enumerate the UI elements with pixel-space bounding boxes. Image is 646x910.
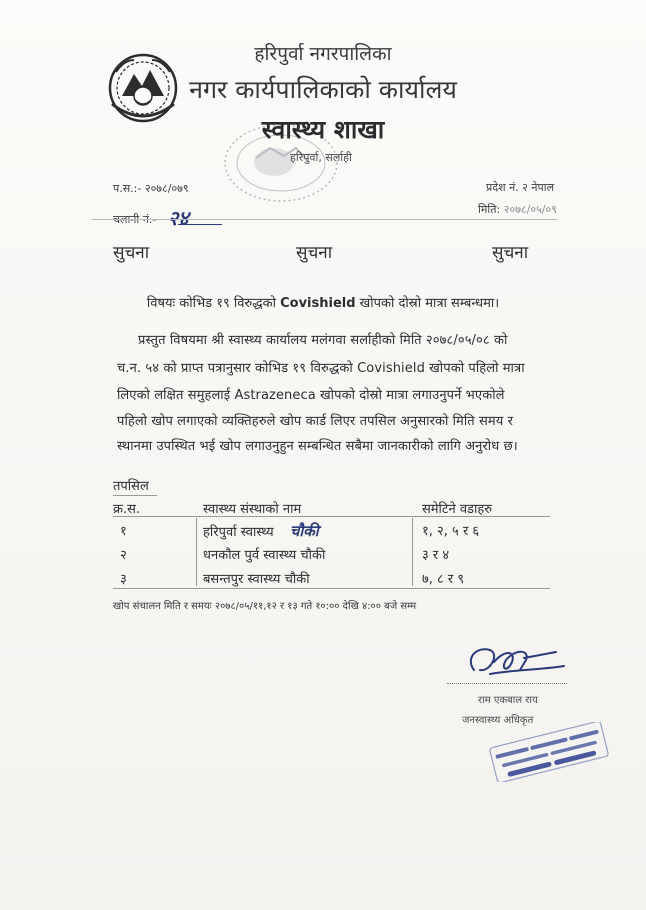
row-1-serial: १ xyxy=(120,524,127,539)
row-1-facility-name: हरिपुर्वा स्वास्थ्य xyxy=(203,525,274,540)
notice-left: सुचना xyxy=(113,243,150,263)
office-location: हरिपुर्वा, सर्लाही xyxy=(290,151,352,164)
subject-vaccine: Covishield xyxy=(280,296,356,311)
reference-number xyxy=(113,181,189,196)
body-line-5: स्थानमा उपस्थित भई खोप लगाउनुहुन सम्बन्धित सबैमा जानकारीको लागि अनुरोध छ। xyxy=(117,439,518,454)
header-facility: स्वास्थ्य संस्थाको नाम xyxy=(203,502,302,517)
signatory-stamp-icon xyxy=(484,722,614,782)
body-line-2: च.न. ५४ को प्राप्त पत्रानुसार कोभिड १९ विरुद्धको Covishield खोपको पहिलो मात्रा xyxy=(117,361,525,376)
date-label: मिति: xyxy=(478,203,501,216)
reference-label: प.स.:- xyxy=(113,182,142,195)
row-3-facility: बसन्तपुर स्वास्थ्य चौकी xyxy=(203,572,310,587)
letter-date xyxy=(478,202,557,217)
body-line-3: लिएको लक्षित समुहलाई Astrazeneca खोपको दोस्रो मात्रा लगाउनुपर्ने भएकोले xyxy=(117,388,505,403)
row-3-serial: ३ xyxy=(120,572,127,587)
dispatch-underline xyxy=(178,224,222,225)
province-label: प्रदेश नं. २ नेपाल xyxy=(486,181,555,194)
notice-center: सुचना xyxy=(296,243,333,263)
notice-right: सुचना xyxy=(492,243,529,263)
body-line-1: प्रस्तुत विषयमा श्री स्वास्थ्य कार्यालय मलंगवा सर्लाहीको मिति २०७८/०५/०८ को xyxy=(138,333,508,348)
office-name: नगर कार्यपालिकाको कार्यालय xyxy=(189,75,457,104)
header-divider xyxy=(92,219,558,220)
branch-title: स्वास्थ्य शाखा xyxy=(261,115,385,144)
table-header-rule xyxy=(113,516,550,517)
row-3-wards: ७, ८ र ९ xyxy=(422,572,465,587)
header-wards: समेटिने वडाहरु xyxy=(422,502,493,517)
table-column-rule-2 xyxy=(412,518,413,586)
subject-line xyxy=(0,293,646,311)
row-2-facility: धनकौल पुर्व स्वास्थ्य चौकी xyxy=(203,548,326,563)
caption-underline xyxy=(113,495,157,496)
subject-suffix: खोपको दोस्रो मात्रा सम्बन्धमा। xyxy=(355,296,500,311)
signatory-title: जनस्वास्थ्य अधिकृत xyxy=(462,715,534,726)
table-column-rule-1 xyxy=(196,518,197,586)
table-caption: तपसिल xyxy=(113,479,149,494)
body-line-4: पहिलो खोप लगाएको व्यक्तिहरुले खोप कार्ड लिएर तपसिल अनुसारको मिति समय र xyxy=(117,414,514,429)
row-1-wards: १, २, ५ र ६ xyxy=(422,524,480,539)
reference-value: २०७८/०७९ xyxy=(144,182,189,195)
municipality-name: हरिपुर्वा नगरपालिका xyxy=(254,43,392,65)
date-value: २०७८/०५/०९ xyxy=(503,203,557,216)
vaccination-schedule: खोप संचालन मिति र समयः २०७८/०५/११,१२ र १३ गते १०:०० देखि ४:०० बजे सम्म xyxy=(113,601,417,612)
dispatch-value: २४ xyxy=(167,206,189,230)
signature-line xyxy=(447,683,567,684)
dispatch-label: चलानी नं.- xyxy=(113,213,157,226)
subject-prefix: विषयः कोभिड १९ विरुद्धको xyxy=(146,296,281,311)
row-1-facility-handwritten: चौकी xyxy=(289,522,319,540)
table-bottom-rule xyxy=(113,588,550,589)
header-serial: क्र.स. xyxy=(113,502,141,517)
row-2-serial: २ xyxy=(120,548,127,563)
handwritten-signature-icon xyxy=(460,640,568,684)
row-2-wards: ३ र ४ xyxy=(422,548,450,563)
signatory-name: राम एकबाल राय xyxy=(478,695,538,706)
row-1-facility xyxy=(203,521,319,541)
